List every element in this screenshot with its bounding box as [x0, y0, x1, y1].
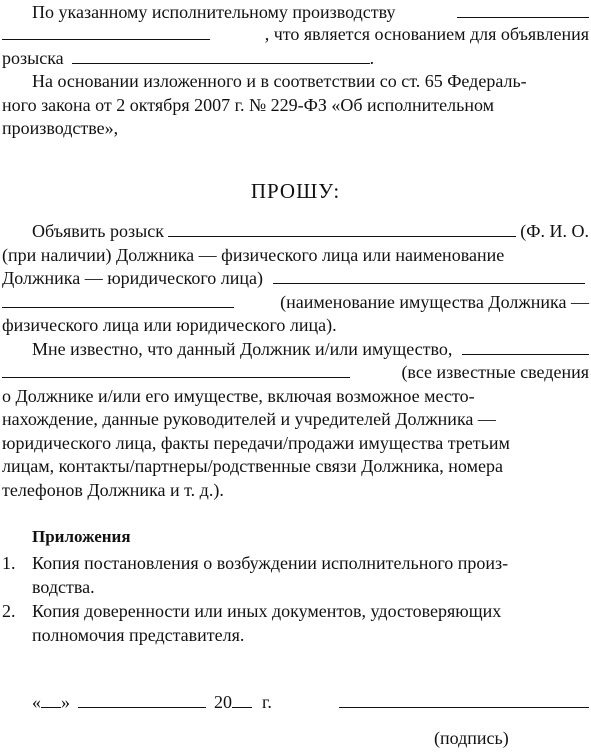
line-p2-2: ного закона от 2 октября 2007 г. № 229-ФЗ «Об исполнительном — [2, 95, 495, 115]
line-p2-1: На основании изложенного и в соответствии со ст. 65 Федераль- — [32, 71, 527, 91]
attachment-item — [2, 551, 589, 575]
blank-field[interactable] — [462, 339, 589, 355]
year-field[interactable] — [232, 692, 252, 708]
text: Должника — юридического лица) — [2, 268, 264, 288]
attachment-item-cont — [2, 623, 589, 647]
line-p4-1 — [2, 337, 589, 361]
signature-label: (подпись) — [434, 728, 509, 748]
quote-close: » — [61, 692, 70, 712]
blank-field[interactable] — [273, 268, 585, 284]
line-p3-5: физического лица или юридического лица). — [2, 315, 337, 335]
line-p4-3: о Должнике и/или его имуществе, включая возможное место- — [2, 386, 475, 406]
line-p3-3 — [2, 266, 589, 290]
page-heading: ПРОШУ: — [250, 179, 341, 203]
item-text: Копия постановления о возбуждении исполнительного произ- — [32, 553, 509, 573]
item-text: полномочия представителя. — [32, 625, 245, 645]
text: (наименование имущества Должника — — [280, 292, 589, 312]
quote-open: « — [32, 692, 41, 712]
day-field[interactable] — [41, 692, 61, 708]
text: Объявить розыск — [32, 221, 164, 241]
line-p3-1 — [2, 219, 589, 243]
text: Мне известно, что данный Должник и/или имущество, — [32, 339, 453, 359]
attachment-item-cont — [2, 575, 589, 599]
line-p4-7: телефонов Должника и т. д.). — [2, 480, 224, 500]
text: (Ф. И. О. — [520, 221, 589, 241]
item-number: 1. — [2, 553, 16, 573]
month-field[interactable] — [78, 692, 206, 708]
text: По указанному исполнительному производству — [32, 2, 396, 22]
line-p1-3 — [2, 46, 589, 70]
line-p3-2: (при наличии) Должника — физического лица или наименование — [2, 245, 505, 265]
blank-field[interactable] — [2, 362, 350, 378]
blank-field[interactable] — [168, 221, 516, 237]
line-p1-2 — [2, 22, 589, 46]
year-prefix: 20 — [214, 692, 232, 712]
text: . — [369, 48, 375, 68]
item-number: 2. — [2, 601, 16, 621]
blank-field[interactable] — [457, 2, 589, 18]
signature-field[interactable] — [339, 692, 589, 708]
line-p3-4 — [2, 290, 589, 314]
attachment-item — [2, 599, 589, 623]
line-p4-6: лицам, контакты/партнеры/родственные связи Должника, номера — [2, 456, 503, 476]
item-text: Копия доверенности или иных документов, удостоверяющих — [32, 601, 502, 621]
attachments-title: Приложения — [32, 527, 131, 546]
line-p2-3: производстве», — [2, 118, 119, 138]
text: (все известные сведения — [401, 362, 589, 382]
text: розыска — [2, 48, 64, 68]
date-line — [2, 690, 589, 714]
line-p1-1 — [2, 0, 589, 24]
blank-field[interactable] — [2, 292, 234, 308]
item-text: водства. — [32, 577, 95, 597]
blank-field[interactable] — [72, 48, 370, 64]
line-p4-4: нахождение, данные руководителей и учредителей Должника — — [2, 409, 496, 429]
text: , что является основанием для объявления — [264, 24, 589, 44]
line-p4-2 — [2, 360, 589, 384]
line-p4-5: юридического лица, факты передачи/продажи имущества третьим — [2, 433, 510, 453]
blank-field[interactable] — [2, 24, 210, 40]
year-suffix: г. — [262, 692, 272, 712]
